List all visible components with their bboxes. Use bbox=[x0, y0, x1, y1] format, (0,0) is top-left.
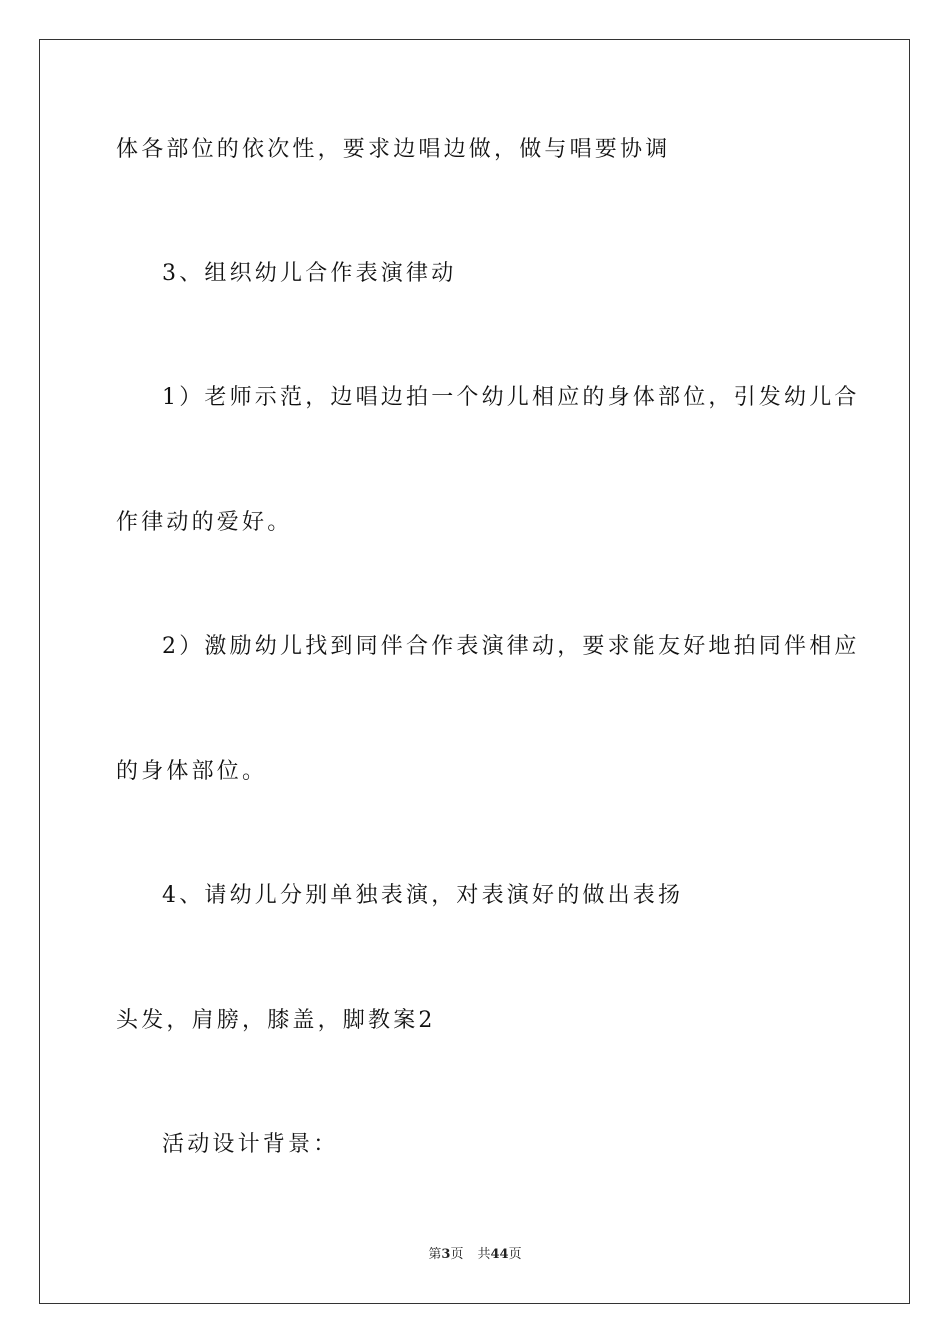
page-frame bbox=[39, 39, 910, 1304]
body-text-line: 4、请幼儿分别单独表演，对表演好的做出表扬 bbox=[162, 883, 684, 908]
page-footer bbox=[0, 1246, 950, 1264]
total-suffix: 页 bbox=[508, 1247, 522, 1262]
body-text-line: 作律动的爱好。 bbox=[116, 510, 293, 535]
body-text-line: 3、组织幼儿合作表演律动 bbox=[162, 261, 457, 286]
total-prefix: 共 bbox=[477, 1247, 491, 1262]
body-text-line: 1）老师示范，边唱边拍一个幼儿相应的身体部位，引发幼儿合 bbox=[162, 385, 860, 410]
page-prefix: 第 bbox=[428, 1247, 442, 1262]
body-text-line: 活动设计背景： bbox=[162, 1132, 339, 1157]
body-text-line: 2）激励幼儿找到同伴合作表演律动，要求能友好地拍同伴相应 bbox=[162, 634, 860, 659]
total-pages: 44 bbox=[490, 1247, 509, 1262]
body-text-line: 体各部位的依次性，要求边唱边做，做与唱要协调 bbox=[116, 137, 671, 162]
body-text-line: 的身体部位。 bbox=[116, 759, 268, 784]
page-number: 3 bbox=[441, 1247, 451, 1262]
page-suffix: 页 bbox=[450, 1247, 464, 1262]
body-text-line: 头发，肩膀，膝盖，脚教案2 bbox=[116, 1008, 436, 1033]
